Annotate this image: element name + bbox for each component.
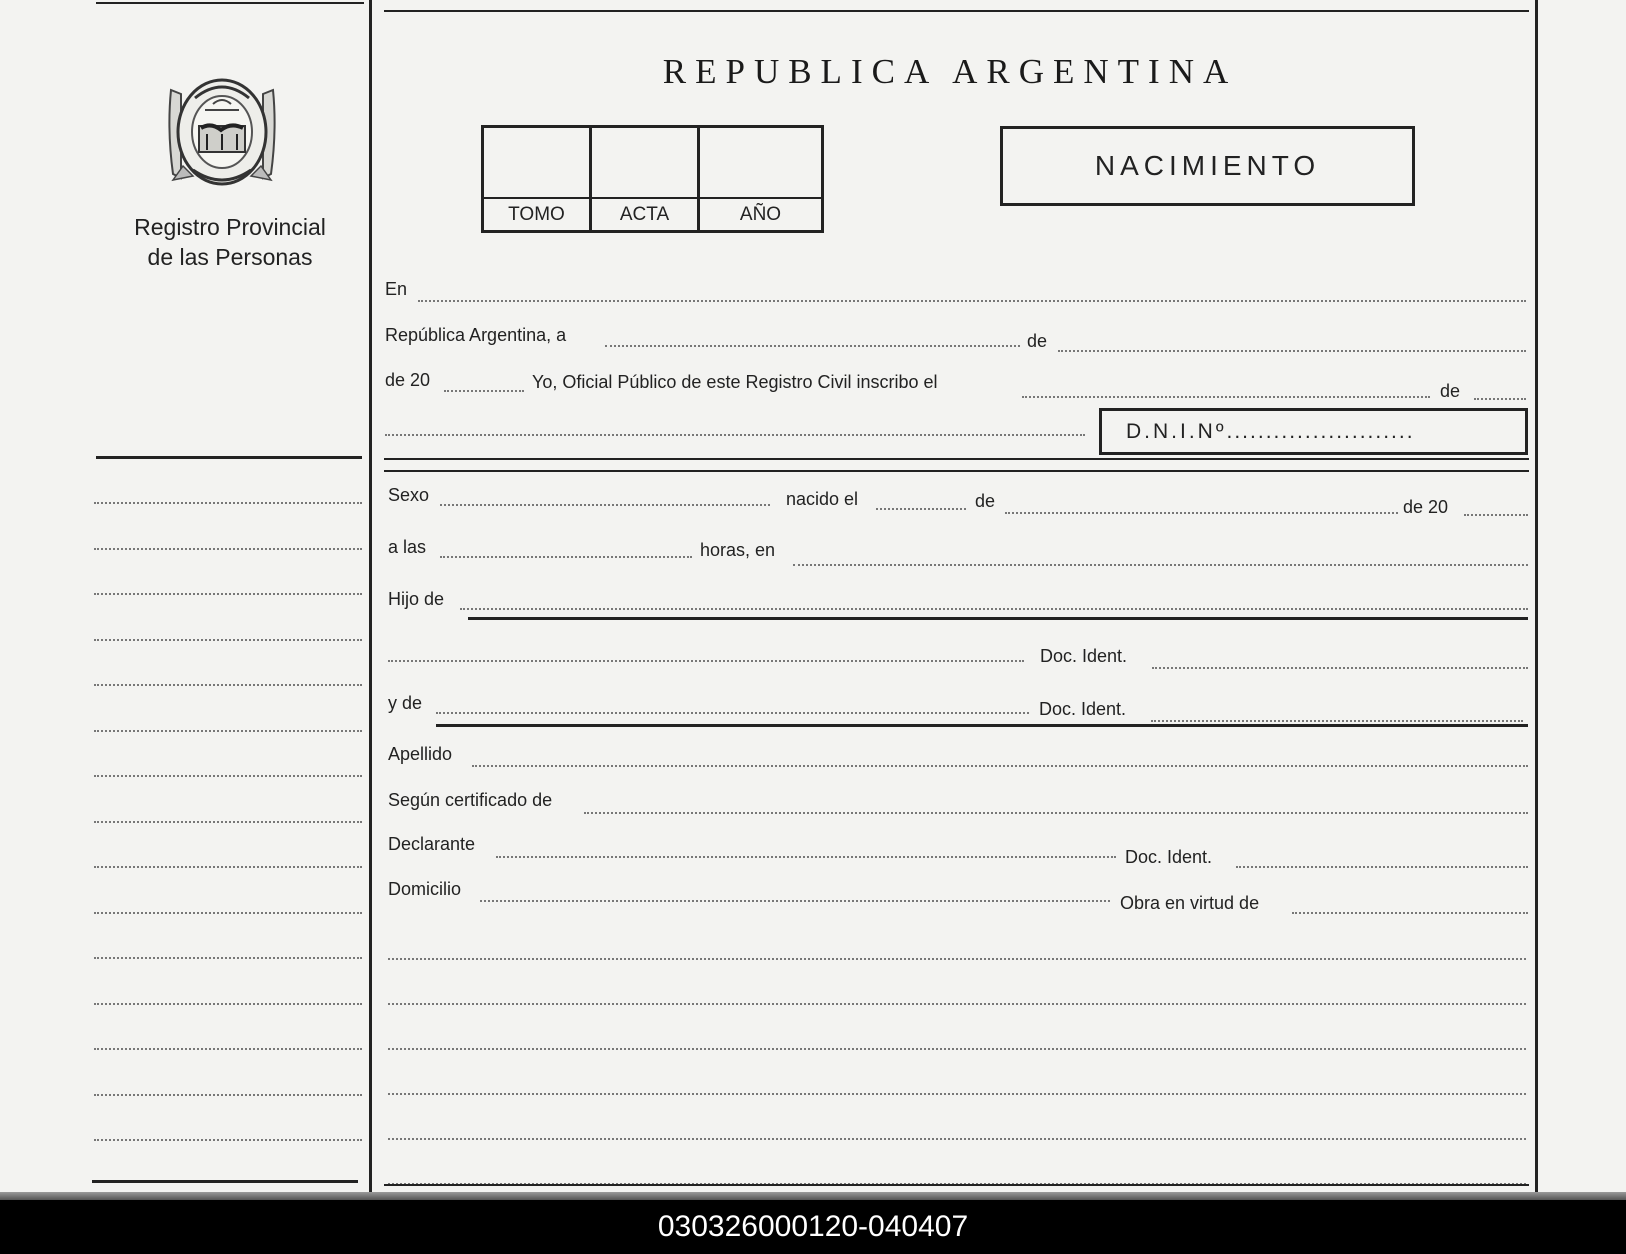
dia-field[interactable] — [605, 345, 1020, 347]
certificado-field[interactable] — [584, 812, 1528, 814]
observaciones-line[interactable] — [388, 1003, 1526, 1005]
declarante-doc-field[interactable] — [1236, 866, 1528, 868]
inscripcion-field[interactable] — [1022, 396, 1430, 398]
sidebar-blank-line[interactable] — [94, 684, 362, 686]
republica-label: República Argentina, a — [385, 325, 567, 345]
observaciones-line[interactable] — [388, 1048, 1526, 1050]
doc-ident-label-3: Doc. Ident. — [1125, 847, 1213, 867]
madre-field[interactable] — [436, 712, 1029, 714]
sidebar-blank-line[interactable] — [94, 1003, 362, 1005]
right-border — [1535, 0, 1538, 1200]
coat-of-arms-icon — [163, 70, 281, 194]
obra-en-virtud-field[interactable] — [1292, 912, 1528, 914]
de-label-1: de — [1027, 331, 1048, 351]
dni-label: D.N.I.Nº — [1126, 420, 1227, 443]
de-label-3: de — [975, 491, 996, 511]
tomo-label: TOMO — [508, 204, 565, 225]
sidebar-blank-line[interactable] — [94, 639, 362, 641]
left-column-divider — [369, 0, 372, 1200]
sidebar-blank-line[interactable] — [94, 1139, 362, 1141]
section-divider — [384, 458, 1529, 460]
y-de-rule — [436, 724, 1528, 727]
domicilio-field[interactable] — [480, 900, 1110, 902]
observaciones-line[interactable] — [388, 1138, 1526, 1140]
section-divider-2 — [384, 470, 1529, 472]
nacido-mes-field[interactable] — [1005, 512, 1398, 514]
sidebar-bottom-rule — [92, 1180, 358, 1183]
sidebar-separator — [96, 456, 362, 459]
sidebar-blank-line[interactable] — [94, 593, 362, 595]
apellido-field[interactable] — [472, 765, 1528, 767]
acta-label: ACTA — [619, 204, 670, 225]
declarante-label: Declarante — [388, 834, 476, 854]
nacido-label: nacido el — [786, 489, 859, 509]
hijo-de-rule — [468, 617, 1528, 620]
hijo-de-label: Hijo de — [388, 589, 445, 609]
hora-field[interactable] — [440, 556, 692, 558]
inscripcion-de-field[interactable] — [1474, 398, 1526, 400]
barcode-number: 030326000120-040407 — [0, 1200, 1626, 1254]
en-label: En — [385, 279, 408, 299]
domicilio-label: Domicilio — [388, 879, 462, 899]
doc-ident-label-1: Doc. Ident. — [1040, 646, 1128, 666]
nacido-dia-field[interactable] — [876, 508, 966, 510]
scan-edge — [0, 1192, 1626, 1200]
sidebar-blank-line[interactable] — [94, 730, 362, 732]
sexo-field[interactable] — [440, 504, 770, 506]
top-rule-left — [96, 2, 364, 4]
registry-box-divider — [481, 197, 824, 199]
padre-doc-field[interactable] — [1152, 667, 1528, 669]
de-label-2: de — [1440, 381, 1461, 401]
dni-dots: ........................ — [1226, 420, 1415, 443]
dni-box[interactable] — [1099, 408, 1528, 455]
mes-field[interactable] — [1058, 350, 1526, 352]
doc-ident-label-2: Doc. Ident. — [1039, 699, 1127, 719]
en-field[interactable] — [418, 300, 1526, 302]
organization-name — [90, 212, 370, 272]
organization-name-line2: de las Personas — [147, 244, 313, 270]
declarante-field[interactable] — [496, 856, 1116, 858]
nombre-field[interactable] — [385, 434, 1085, 436]
observaciones-line[interactable] — [388, 1093, 1526, 1095]
y-de-label: y de — [388, 693, 423, 713]
sidebar-blank-line[interactable] — [94, 1048, 362, 1050]
observaciones-line[interactable] — [388, 958, 1526, 960]
organization-name-line1: Registro Provincial — [134, 214, 326, 240]
anio-field-1[interactable] — [444, 390, 524, 392]
apellido-label: Apellido — [388, 744, 453, 764]
padre-field[interactable] — [460, 608, 1528, 610]
sidebar-blank-line[interactable] — [94, 502, 362, 504]
sidebar-blank-line[interactable] — [94, 548, 362, 550]
de-20-label-1: de 20 — [385, 370, 431, 390]
sidebar-blank-line[interactable] — [94, 866, 362, 868]
sidebar-blank-line[interactable] — [94, 912, 362, 914]
obra-en-virtud-label: Obra en virtud de — [1120, 893, 1260, 913]
sidebar-blank-line[interactable] — [94, 821, 362, 823]
segun-certificado-label: Según certificado de — [388, 790, 553, 810]
document-type-box: NACIMIENTO — [1000, 126, 1415, 206]
oficial-label: Yo, Oficial Público de este Registro Civil inscribo el — [532, 372, 938, 392]
sidebar-blank-line[interactable] — [94, 957, 362, 959]
padre-nombre-field[interactable] — [388, 660, 1024, 662]
anio-label: AÑO — [739, 204, 782, 225]
nacido-anio-field[interactable] — [1464, 514, 1528, 516]
page-title: REPUBLICA ARGENTINA — [662, 52, 1238, 91]
form-bottom-rule — [384, 1184, 1529, 1186]
horas-en-label: horas, en — [700, 540, 776, 560]
madre-doc-field[interactable] — [1151, 720, 1523, 722]
a-las-label: a las — [388, 537, 427, 557]
sidebar-blank-line[interactable] — [94, 775, 362, 777]
sexo-label: Sexo — [388, 485, 430, 505]
sidebar-blank-line[interactable] — [94, 1094, 362, 1096]
top-rule-right — [384, 10, 1529, 12]
de-20-label-2: de 20 — [1403, 497, 1449, 517]
lugar-field[interactable] — [793, 564, 1528, 566]
